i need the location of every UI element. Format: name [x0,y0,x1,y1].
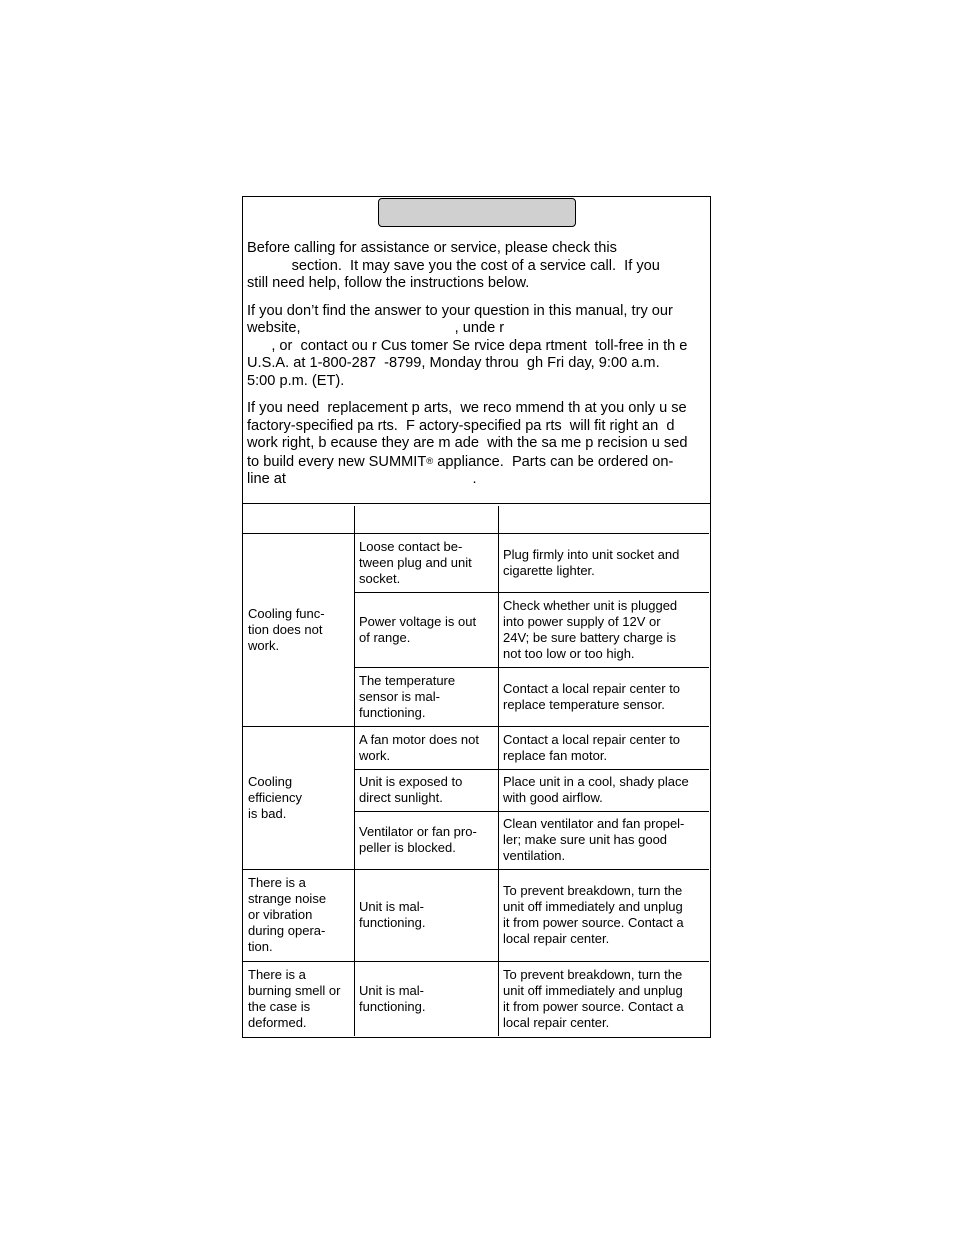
cell-line: burning smell or [248,982,341,998]
intro-line: 5:00 p.m. (ET). [247,372,345,389]
cell-line: it from power source. Contact a [503,998,684,1014]
cell-line: is bad. [248,805,287,821]
intro-line: factory-specified pa rts. F actory-specified pa rts will fit right an d [247,417,675,434]
cell-line: into power supply of 12V or [503,613,661,629]
cell-line: A fan motor does not [359,731,479,747]
cell-line: Unit is mal- [359,982,425,998]
solution-cell [498,961,709,1036]
cell-line: Power voltage is out [359,613,477,629]
cell-line: work. [359,747,391,763]
cell-line: sensor is mal- [359,688,440,704]
cell-line: with good airflow. [503,790,603,805]
section-divider [243,503,710,504]
cell-line: peller is blocked. [359,840,456,855]
problem-cell [243,961,354,1036]
cell-line: ler; make sure unit has good [503,832,668,847]
intro-line: line at . [247,471,477,487]
solution-cell [498,592,709,667]
cell-line: unit off immediately and unplug [503,982,683,998]
cell-line: direct sunlight. [359,790,443,805]
cell-line: There is a [248,875,306,890]
column-rule [354,506,355,1036]
cell-line: local repair center. [503,931,610,946]
cell-line: Contact a local repair center to [503,680,681,696]
cell-line: socket. [359,570,401,586]
solution-cell [498,869,709,961]
cell-line: Clean ventilator and fan propel- [503,816,685,831]
cell-line: ventilation. [503,848,566,863]
cell-line: not too low or too high. [503,645,635,661]
cell-line: the case is [248,998,311,1014]
cell-line: deformed. [248,1014,307,1030]
cause-cell [354,726,498,769]
intro-line: Before calling for assistance or service, please check this [247,240,617,256]
cell-line: 24V; be sure battery charge is [503,629,676,645]
section-title-box [378,198,576,227]
cell-line: Place unit in a cool, shady place [503,774,689,789]
solution-cell [498,769,709,811]
problem-cell [243,533,354,726]
cell-line: To prevent breakdown, turn the [503,966,683,982]
intro-line: website, , unde r [247,320,505,336]
cell-line: of range. [359,629,411,645]
cause-cell [354,961,498,1036]
cell-line: tween plug and unit [359,554,472,570]
cell-line: Check whether unit is plugged [503,597,678,613]
cell-line: Unit is mal- [359,899,425,914]
intro-line: If you don’t find the answer to your question in this manual, try our [247,302,673,319]
cause-cell [354,769,498,811]
cell-line: strange noise [248,891,327,906]
cell-line: replace fan motor. [503,747,608,763]
cell-line: unit off immediately and unplug [503,899,683,914]
cell-line: tion does not [248,621,323,637]
cause-cell [354,592,498,667]
cause-cell [354,869,498,961]
cell-line: work. [248,637,280,653]
cause-cell [354,667,498,726]
intro-line: to build every new SUMMIT [247,453,427,470]
solution-cell [498,811,709,869]
cell-line: Unit is exposed to [359,774,463,789]
intro-text [247,240,709,499]
intro-paragraph-3 [247,400,709,489]
cell-line: tion. [248,939,273,954]
cell-line: Loose contact be- [359,538,463,554]
solution-cell [498,667,709,726]
cause-cell [354,811,498,869]
cell-line: The temperature [359,672,456,688]
intro-line: appliance. Parts can be ordered on- [433,453,674,470]
intro-line: If you need replacement p arts, we reco mmend th at you only u se [247,400,687,416]
cell-line: or vibration [248,907,313,922]
cell-line: replace temperature sensor. [503,696,665,712]
intro-paragraph-2 [247,303,709,391]
cell-line: functioning. [359,915,426,930]
cell-line: To prevent breakdown, turn the [503,883,683,898]
cell-line: Plug firmly into unit socket and [503,546,680,562]
cell-line: Cooling [248,773,293,789]
problem-cell [243,726,354,869]
intro-line: work right, b ecause they are m ade with the sa me p recision u sed [247,435,688,451]
cell-line: functioning. [359,998,426,1014]
cell-line: Cooling func- [248,605,325,621]
cell-line: Ventilator or fan pro- [359,824,477,839]
cell-line: efficiency [248,789,302,805]
solution-cell [498,533,709,592]
intro-line: section. It may save you the cost of a service call. If you [247,257,660,274]
intro-paragraph-1 [247,240,709,293]
intro-line: still need help, follow the instructions below. [247,275,530,291]
cell-line: functioning. [359,704,426,720]
cell-line: it from power source. Contact a [503,915,684,930]
problem-cell [243,869,354,961]
intro-line: U.S.A. at 1-800-287 -8799, Monday throu gh Fri day, 9:00 a.m. [247,355,660,371]
column-rule [498,506,499,1036]
cell-line: cigarette lighter. [503,562,595,578]
cell-line: There is a [248,966,306,982]
cause-cell [354,533,498,592]
registered-mark: ® [426,455,434,467]
troubleshooting-panel [242,196,711,1038]
solution-cell [498,726,709,769]
cell-line: Contact a local repair center to [503,731,681,747]
cell-line: local repair center. [503,1014,610,1030]
intro-line: , or contact ou r Cus tomer Se rvice depa rtment toll-free in th e [247,337,688,354]
cell-line: during opera- [248,923,326,938]
